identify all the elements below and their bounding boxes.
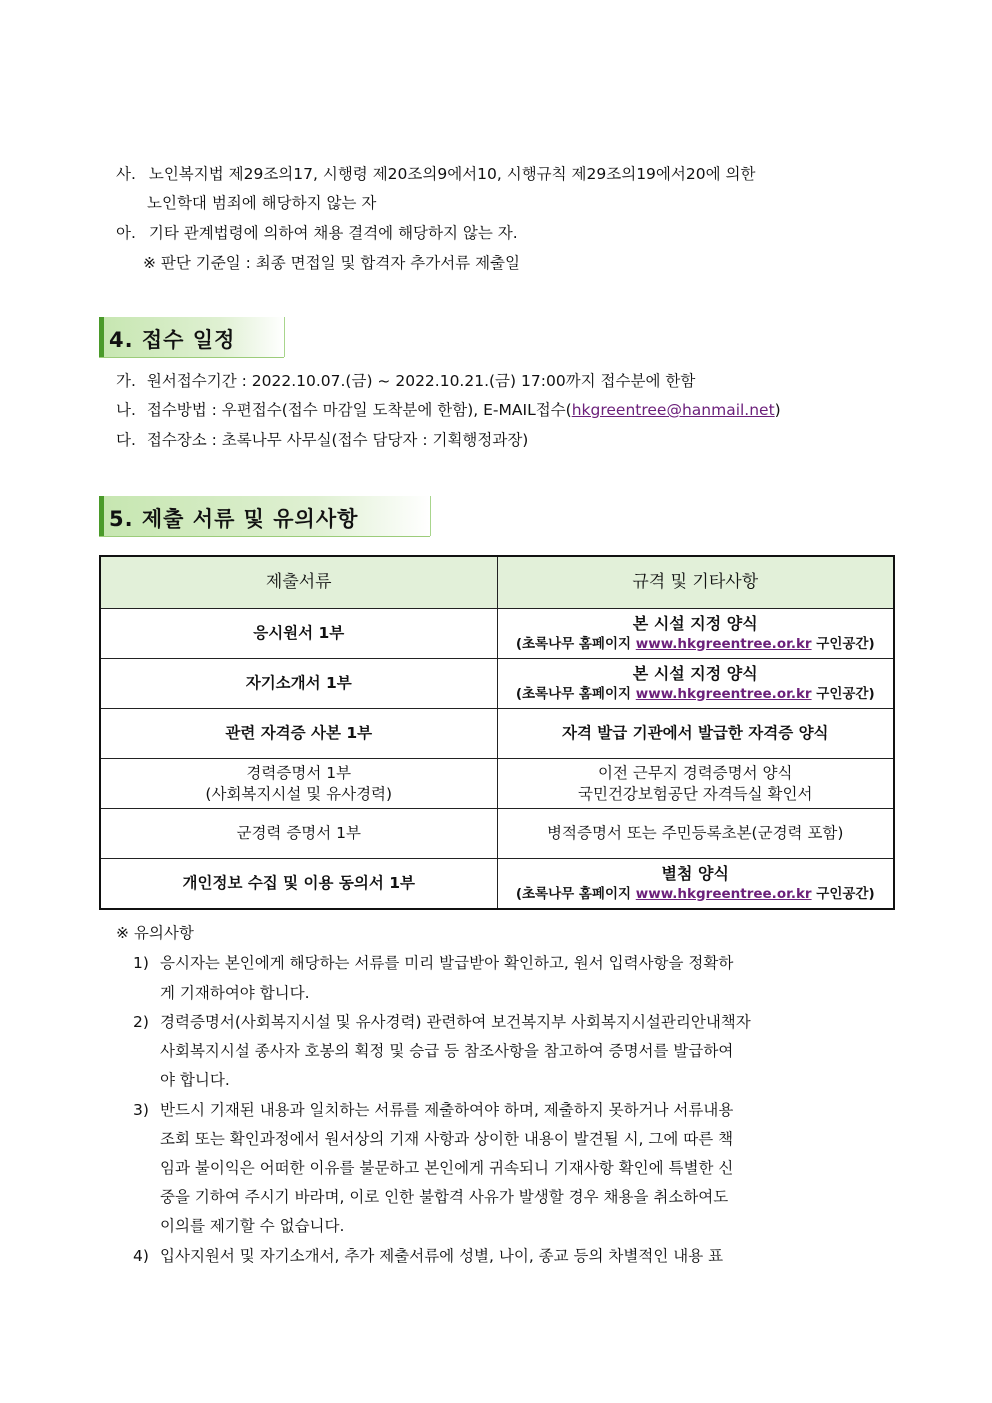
email-link[interactable]: hkgreentree@hanmail.net — [571, 401, 775, 419]
heading-edge — [430, 496, 431, 536]
spec-suffix: 구인공간) — [811, 635, 875, 652]
note-line: 경력증명서(사회복지시설 및 유사경력) 관련하여 보건복지부 사회복지시설관리안내책자 — [160, 1013, 751, 1031]
spec-subline — [498, 684, 894, 705]
spec-cell — [497, 609, 894, 659]
item-text-after: ) — [774, 401, 781, 419]
doc-cell: 군경력 증명서 1부 — [100, 809, 497, 859]
item-sa — [116, 163, 755, 185]
item-marker: 가. — [116, 372, 136, 390]
documents-table — [99, 555, 895, 910]
item-marker: 나. — [116, 401, 136, 419]
spec-cell — [497, 759, 894, 809]
spec-prefix: (초록나무 홈페이지 — [515, 885, 636, 902]
notes-title: ※ 유의사항 — [116, 924, 194, 942]
table-row — [100, 659, 894, 709]
note-marker: 2) — [133, 1013, 149, 1031]
doc-subline: (사회복지시설 및 유사경력) — [205, 784, 393, 803]
note-line: 반드시 기재된 내용과 일치하는 서류를 제출하여야 하며, 제출하지 못하거나 서류내용 — [160, 1101, 734, 1119]
table-row — [100, 759, 894, 809]
note-marker: 4) — [133, 1247, 149, 1265]
item-sa-continuation: 노인학대 범죄에 해당하지 않는 자 — [147, 194, 377, 212]
table-row — [100, 809, 894, 859]
item-marker: 사. — [116, 165, 136, 183]
note-line: 중을 기하여 주시기 바라며, 이로 인한 불합격 사유가 발생할 경우 채용을 취소하여도 — [160, 1188, 729, 1206]
item-text: 접수장소 : 초록나무 사무실(접수 담당자 : 기획행정과장) — [146, 431, 529, 449]
section4-title: 4. 접수 일정 — [109, 328, 236, 352]
table-header-row — [100, 556, 894, 609]
homepage-link[interactable]: www.hkgreentree.or.kr — [635, 885, 812, 902]
doc-cell: 관련 자격증 사본 1부 — [100, 709, 497, 759]
spec-cell — [497, 659, 894, 709]
section5-title: 5. 제출 서류 및 유의사항 — [109, 507, 359, 531]
spec-cell — [497, 859, 894, 910]
heading-edge — [284, 317, 285, 357]
spec-prefix: (초록나무 홈페이지 — [515, 685, 636, 702]
item-text: 노인복지법 제29조의17, 시행령 제20조의9에서10, 시행규칙 제29조의19에서20에 의한 — [148, 165, 756, 183]
note-marker: 3) — [133, 1101, 149, 1119]
homepage-link[interactable]: www.hkgreentree.or.kr — [635, 635, 812, 652]
spec-cell: 자격 발급 기관에서 발급한 자격증 양식 — [497, 709, 894, 759]
spec-line: 본 시설 지정 양식 — [632, 613, 758, 633]
spec-subline — [498, 634, 894, 655]
item-text: 기타 관계법령에 의하여 채용 결격에 해당하지 않는 자. — [148, 224, 518, 242]
spec-line: 별첨 양식 — [661, 863, 729, 883]
doc-line: 경력증명서 1부 — [246, 763, 352, 782]
item-marker: 다. — [116, 431, 136, 449]
spec-cell: 병적증명서 또는 주민등록초본(군경력 포함) — [497, 809, 894, 859]
section4-heading — [99, 317, 284, 358]
criteria-note: ※ 판단 기준일 : 최종 면접일 및 합격자 추가서류 제출일 — [143, 254, 520, 272]
spec-subline: 국민건강보험공단 자격득실 확인서 — [578, 784, 813, 803]
spec-prefix: (초록나무 홈페이지 — [515, 635, 636, 652]
heading-accent-bar — [99, 496, 104, 536]
note-line: 임과 불이익은 어떠한 이유를 불문하고 본인에게 귀속되니 기재사항 확인에 특별한 신 — [160, 1159, 734, 1177]
section5-heading — [99, 496, 430, 537]
note-line: 사회복지시설 종사자 호봉의 획정 및 승급 등 참조사항을 참고하여 증명서를 발급하여 — [160, 1042, 734, 1060]
note-line: 게 기재하여야 합니다. — [160, 984, 310, 1002]
heading-accent-bar — [99, 317, 104, 357]
item-text: 접수방법 : 우편접수(접수 마감일 도착분에 한함), E-MAIL접수( — [146, 401, 572, 419]
section4-item-ga — [116, 370, 695, 392]
note-line: 입사지원서 및 자기소개서, 추가 제출서류에 성별, 나이, 종교 등의 차별적인 내용 표 — [160, 1247, 724, 1265]
spec-line: 본 시설 지정 양식 — [632, 663, 758, 683]
spec-line: 이전 근무지 경력증명서 양식 — [598, 763, 793, 782]
spec-suffix: 구인공간) — [811, 885, 875, 902]
section4-item-da — [116, 429, 528, 451]
spec-suffix: 구인공간) — [811, 685, 875, 702]
note-line: 응시자는 본인에게 해당하는 서류를 미리 발급받아 확인하고, 원서 입력사항을 정확하 — [160, 954, 734, 972]
header-specs: 규격 및 기타사항 — [497, 556, 894, 609]
doc-cell: 응시원서 1부 — [100, 609, 497, 659]
homepage-link[interactable]: www.hkgreentree.or.kr — [635, 685, 812, 702]
note-line: 이의를 제기할 수 없습니다. — [160, 1217, 345, 1235]
note-line: 야 합니다. — [160, 1071, 230, 1089]
table-row — [100, 709, 894, 759]
note-marker: 1) — [133, 954, 149, 972]
doc-cell: 개인정보 수집 및 이용 동의서 1부 — [100, 859, 497, 910]
doc-cell — [100, 759, 497, 809]
note-line: 조회 또는 확인과정에서 원서상의 기재 사항과 상이한 내용이 발견될 시, 그에 따른 책 — [160, 1130, 734, 1148]
doc-cell: 자기소개서 1부 — [100, 659, 497, 709]
header-documents: 제출서류 — [100, 556, 497, 609]
spec-subline — [498, 884, 894, 905]
item-text: 원서접수기간 : 2022.10.07.(금) ~ 2022.10.21.(금) 17:00까지 접수분에 한함 — [146, 372, 696, 390]
table-row — [100, 859, 894, 910]
item-marker: 아. — [116, 224, 136, 242]
item-a — [116, 222, 518, 244]
table-row — [100, 609, 894, 659]
section4-item-na — [116, 399, 781, 421]
